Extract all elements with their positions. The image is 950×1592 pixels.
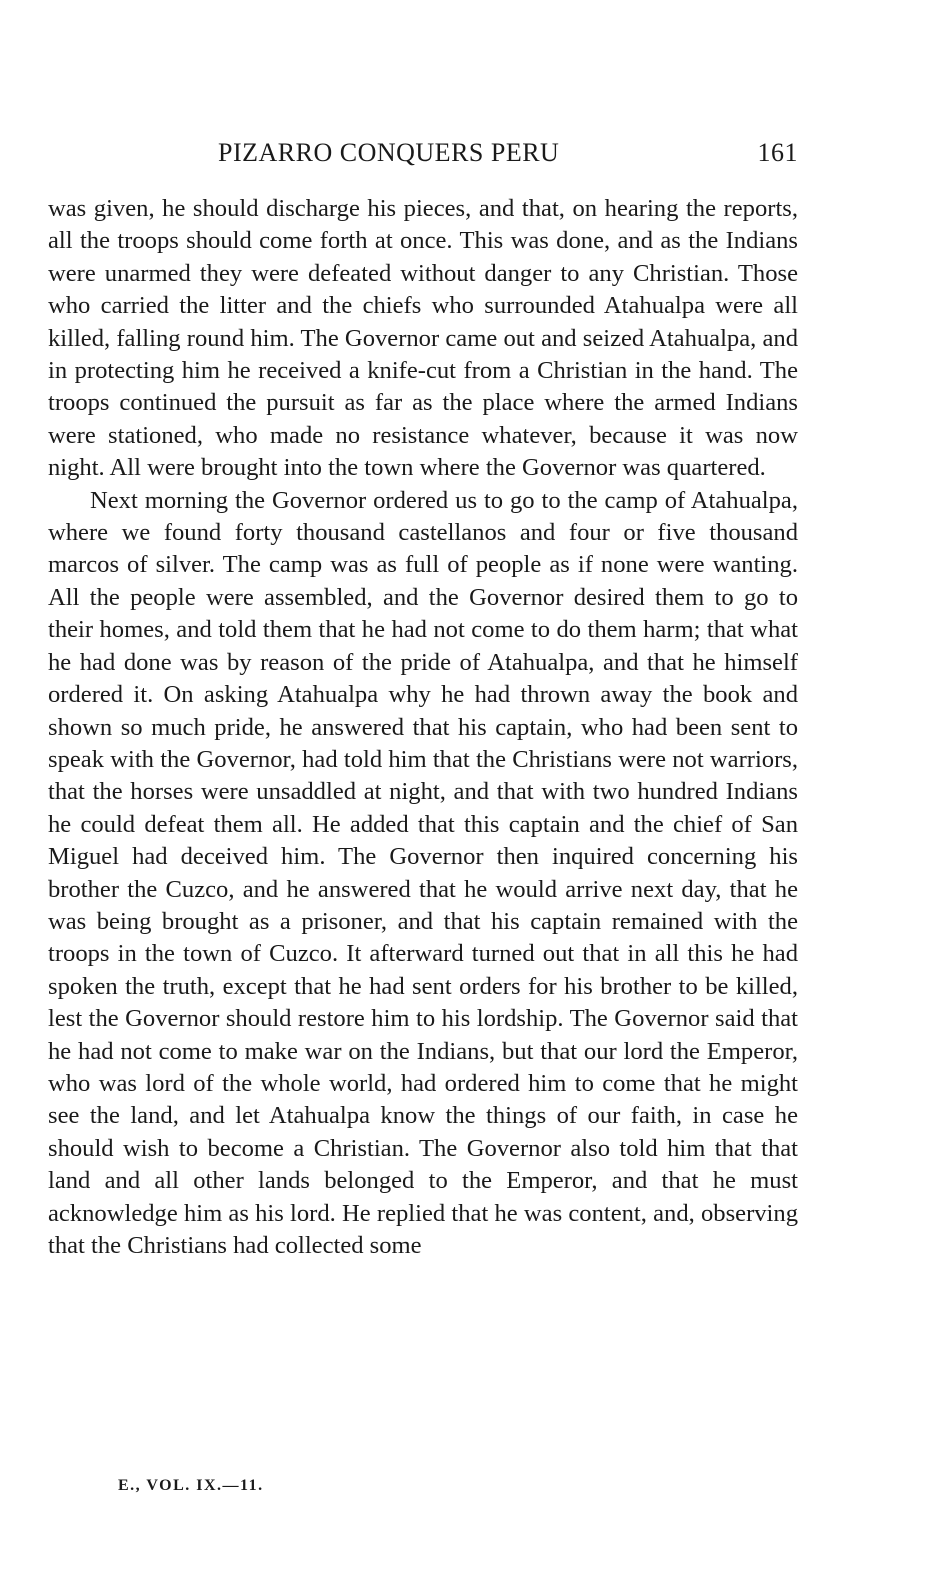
running-head: [48, 138, 798, 178]
paragraph: was given, he should discharge his pieces, and that, on hearing the reports, all the troops should come forth at once. This was done, and as the Indians were unarmed they were defeated without danger to any Christian. Those who carried the litter and the chiefs who surrounded Atahualpa were all killed, falling round him. The Governor came out and seized Atahualpa, and in protecting him he received a knife-cut from a Christian in the hand. The troops continued the pursuit as far as the place where the armed Indians were stationed, who made no resistance whatever, because it was now night. All were brought into the town where the Governor was quartered.: [48, 195, 798, 482]
running-title: PIZARRO CONQUERS PERU: [218, 138, 560, 167]
paragraph: Next morning the Governor ordered us to go to the camp of Atahualpa, where we found forty thousand castellanos and four or five thousand marcos of silver. The camp was as full of people as if none were wanting. All the people were assembled, and the Governor desired them to go to their homes, and told them that he had not come to do them harm; that what he had done was by reason of the pride of Atahualpa, and that he himself ordered it. On asking Atahualpa why he had thrown away the book and shown so much pride, he answered that his captain, who had been sent to speak with the Governor, had told him that the Christians were not warriors, that the horses were unsaddled at night, and that with two hundred Indians he could defeat them all. He added that this captain and the chief of San Miguel had deceived him. The Governor then inquired concerning his brother the Cuzco, and he answered that he would arrive next day, that he was being brought as a prisoner, and that his captain remained with the troops in the town of Cuzco. It afterward turned out that in all this he had spoken the truth, except that he had sent orders for his brother to be killed, lest the Governor should restore him to his lordship. The Governor said that he had not come to make war on the Indians, but that our lord the Emperor, who was lord of the whole world, had ordered him to come that he might see the land, and let Atahualpa know the things of our faith, in case he should wish to become a Christian. The Governor also told him that that land and all other lands belonged to the Emperor, and that he must acknowledge him as his lord. He replied that he was content, and, observing that the Christians had collected some: [48, 486, 798, 1259]
body-text: [48, 193, 798, 1262]
signature-mark: E., VOL. IX.—11.: [118, 1477, 264, 1494]
page-number: 161: [757, 138, 798, 167]
